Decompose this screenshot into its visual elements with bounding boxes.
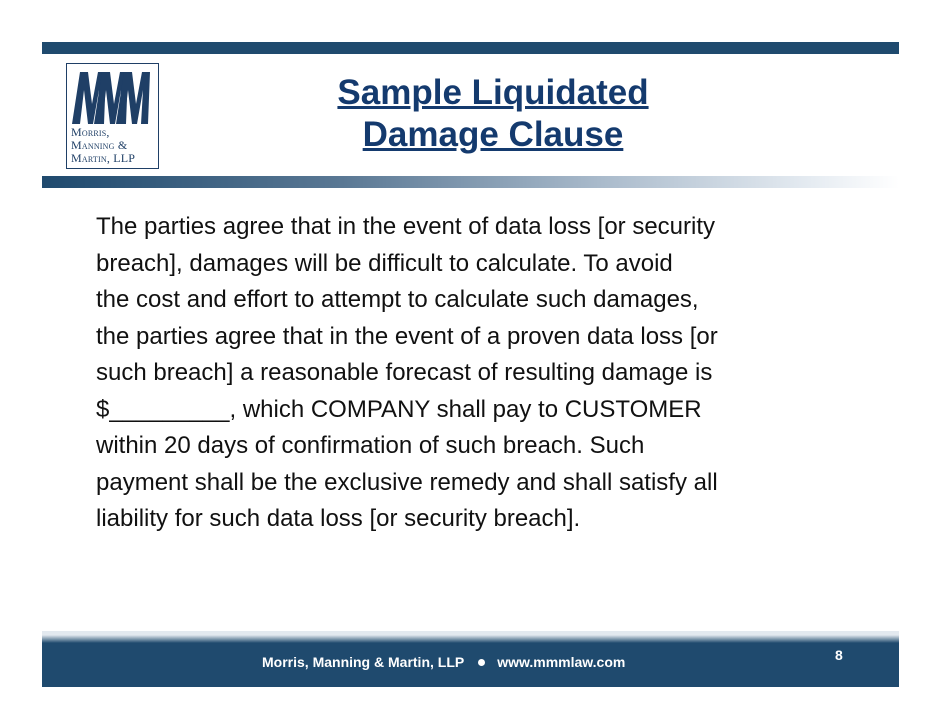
footer-text [262, 654, 625, 670]
logo-line-3: Martin, LLP [71, 151, 136, 165]
title-line-1: Sample Liquidated [337, 73, 649, 112]
logo-wordmark [71, 126, 135, 165]
bullet-dot-icon [478, 659, 485, 666]
clause-body-text: The parties agree that in the event of data loss [or security breach], damages will be difficult to calculate. To avoid the cost and effort to attempt to calculate such damages, the parties agree that in the event of a proven data loss [or such breach] a reasonable forecast of resulting damage is $_________, which COMPANY shall pay to CUSTOMER within 20 days of confirmation of such breach. Such payment shall be the exclusive remedy and shall satisfy all liability for such data loss [or security breach]. [96, 213, 718, 532]
footer-firm-name: Morris, Manning & Martin, LLP [262, 654, 465, 670]
slide-title [240, 72, 746, 156]
title-line-2: Damage Clause [362, 115, 624, 154]
footer-website: www.mmmlaw.com [497, 654, 626, 670]
firm-logo [66, 63, 159, 169]
page-number: 8 [835, 647, 843, 663]
mmm-monogram-icon [70, 68, 156, 126]
logo-line-2: Manning & [71, 138, 128, 152]
top-bar [42, 42, 899, 54]
title-gradient-rule [42, 176, 899, 188]
logo-line-1: Morris, [71, 125, 110, 139]
